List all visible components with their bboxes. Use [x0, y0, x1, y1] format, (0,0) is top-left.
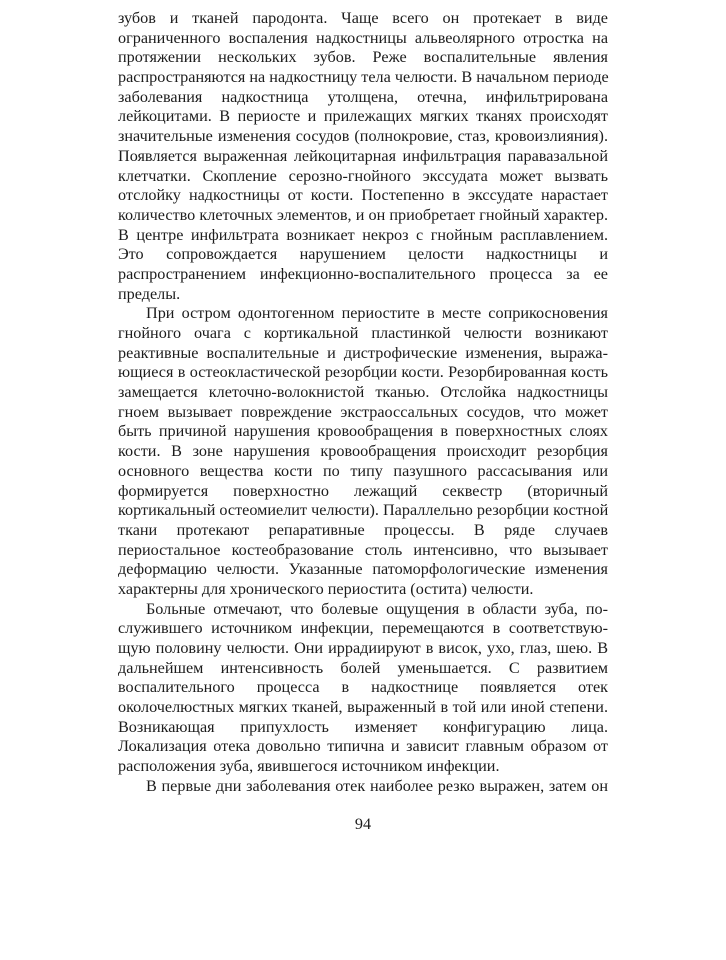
paragraph — [118, 600, 608, 777]
text-line: реактивные воспалительные и дистрофические изменения, выража- — [118, 343, 608, 362]
text-line: замещается клеточно-волокнистой тканью. Отслойка надкостницы — [118, 383, 608, 402]
paragraph — [118, 777, 608, 797]
paragraph — [118, 304, 608, 599]
text-line: гноем вызывает повреждение экстраоссальных сосудов, что может — [118, 402, 608, 421]
text-line: ткани протекают репаративные процессы. В ряде случаев — [118, 520, 608, 539]
text-line: заболевания надкостница утолщена, отечна, инфильтрирована — [118, 87, 608, 106]
text-line: пределы. — [118, 284, 181, 303]
text-line: характерны для хронического периостита (остита) челюсти. — [118, 579, 534, 598]
text-line: лейкоцитами. В периосте и прилежащих мягких тканях происходят — [118, 107, 608, 126]
text-line: распространением инфекционно-воспалительного процесса за ее — [118, 264, 608, 283]
text-line: Больные отмечают, что болевые ощущения в области зуба, по- — [146, 599, 608, 618]
text-line: ющиеся в остеокластической резорбции кости. Резорбированная кость — [118, 363, 608, 382]
text-line: Локализация отека довольно типична и зависит главным образом от — [118, 737, 608, 756]
text-line: Появляется выраженная лейкоцитарная инфильтрация паравазальной — [118, 146, 608, 165]
text-line: зубов и тканей пародонта. Чаще всего он протекает в виде — [118, 9, 608, 27]
text-line: Это сопровождается нарушением целости надкостницы и — [118, 245, 608, 264]
text-line: При остром одонтогенном периостите в месте соприкосновения — [146, 304, 608, 323]
text-line: воспалительного процесса в надкостнице появляется отек — [118, 678, 608, 697]
text-line: В первые дни заболевания отек наиболее резко выражен, затем он — [146, 776, 608, 795]
text-line: протяжении нескольких зубов. Реже воспалительные явления — [118, 48, 608, 67]
text-line: основного вещества кости по типу пазушного рассасывания или — [118, 461, 608, 480]
text-line: кортикальный остеомиелит челюсти). Параллельно резорбции костной — [118, 501, 609, 520]
text-line: распространяются на надкостницу тела челюсти. В начальном периоде — [118, 68, 609, 87]
text-line: значительные изменения сосудов (полнокровие, стаз, кровоизлияния). — [118, 127, 608, 146]
text-line: В центре инфильтрата возникает некроз с гнойным расплавлением. — [118, 225, 608, 244]
text-line: Возникающая припухлость изменяет конфигурацию лица. — [118, 717, 608, 736]
text-line: формируется поверхностно лежащий секвестр (вторичный — [118, 481, 608, 500]
text-line: ограниченного воспаления надкостницы альвеолярного отростка на — [118, 28, 608, 47]
text-line: дальнейшем интенсивность болей уменьшается. С развитием — [118, 658, 608, 677]
page-number: 94 — [354, 815, 372, 833]
text-line: гнойного очага с кортикальной пластинкой челюсти возникают — [118, 324, 608, 342]
text-line: кости. В зоне нарушения кровообращения происходит резорбция — [118, 442, 608, 461]
text-line: щую половину челюсти. Они иррадиируют в висок, ухо, глаз, шею. В — [118, 639, 608, 657]
body-text — [118, 9, 608, 797]
text-line: клетчатки. Скопление серозно-гнойного экссудата может вызвать — [118, 166, 608, 185]
text-line: околочелюстных мягких тканей, выраженный в той или иной степени. — [118, 698, 608, 717]
text-line: отслойку надкостницы от кости. Постепенно в экссудате нарастает — [118, 186, 608, 205]
paragraph — [118, 9, 608, 304]
text-line: быть причиной нарушения кровообращения в поверхностных слоях — [118, 422, 608, 441]
text-line: служившего источником инфекции, перемещаются в соответствую- — [118, 619, 608, 638]
text-line: количество клеточных элементов, и он приобретает гнойный характер. — [118, 205, 608, 224]
text-line: расположения зуба, явившегося источником инфекции. — [118, 757, 500, 776]
text-line: периостальное костеобразование столь интенсивно, что вызывает — [118, 540, 608, 559]
text-line: деформацию челюсти. Указанные патоморфологические изменения — [118, 560, 608, 579]
